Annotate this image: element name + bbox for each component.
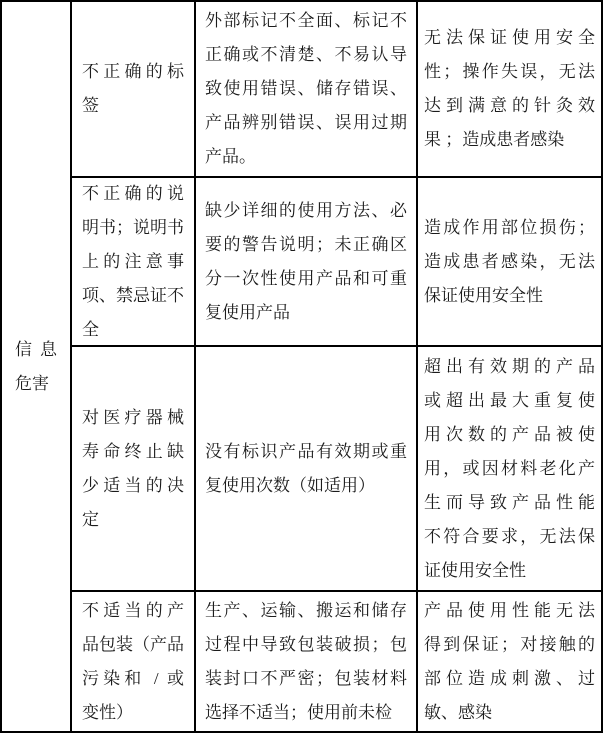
cell-text: 超出有效期的产品 或超出最大重复使 用次数的产品被使 用，或因材料老化产 生而导致产品性能 不符合要求，无法保 证使用安全性 xyxy=(424,356,595,580)
consequence-cell-improper-packaging xyxy=(418,592,601,731)
cause-cell-incorrect-label xyxy=(196,2,418,178)
cell-text: 外部标记不全面、标记不 正确或不清楚、不易认导 致使用错误、储存错误、 产品辨别错误、误用过期 产品。 xyxy=(205,11,407,166)
cell-text: 生产、运输、搬运和储存 过程中导致包装破损；包 装封口不严密；包装材料 选择不适当；使用前未检 xyxy=(205,600,407,722)
cell-text: 产品使用性能无法 得到保证；对接触的 部位造成刺激、过 敏、感染 xyxy=(424,600,595,722)
cell-text: 对医疗器械 寿命终止缺 少适当的决 定 xyxy=(82,407,184,529)
cell-text: 没有标识产品有效期或重 复使用次数（如适用） xyxy=(205,441,407,495)
cause-cell-incorrect-manual xyxy=(196,178,418,347)
cell-text: 不正确的标 签 xyxy=(82,62,184,115)
consequence-cell-incorrect-label xyxy=(418,2,601,178)
cause-cell-improper-packaging xyxy=(196,592,418,731)
cell-text: 不适当的产 品包装（产品 污染和 / 或 变性） xyxy=(82,600,184,722)
cell-text: 缺少详细的使用方法、必 要的警告说明；未正确区 分一次性使用产品和可重 复使用产品 xyxy=(205,200,407,322)
hazard-type-cell-incorrect-label xyxy=(72,2,196,178)
consequence-cell-end-of-life xyxy=(418,347,601,592)
consequence-cell-incorrect-manual xyxy=(418,178,601,347)
hazard-category-text: 信息 危害 xyxy=(15,339,57,393)
hazard-type-cell-improper-packaging xyxy=(72,592,196,731)
cell-text: 不正确的说 明书；说明书 上的注意事 项、禁忌证不 全 xyxy=(82,183,184,339)
hazard-type-cell-end-of-life xyxy=(72,347,196,592)
cell-text: 造成作用部位损伤； 造成患者感染，无法 保证使用安全性 xyxy=(424,217,595,305)
hazard-type-cell-incorrect-manual xyxy=(72,178,196,347)
hazard-category-cell xyxy=(2,2,72,731)
cell-text: 无法保证使用安全 性；操作失误，无法 达到满意的针灸效 果 ；造成患者感染 xyxy=(424,28,595,149)
cause-cell-end-of-life xyxy=(196,347,418,592)
